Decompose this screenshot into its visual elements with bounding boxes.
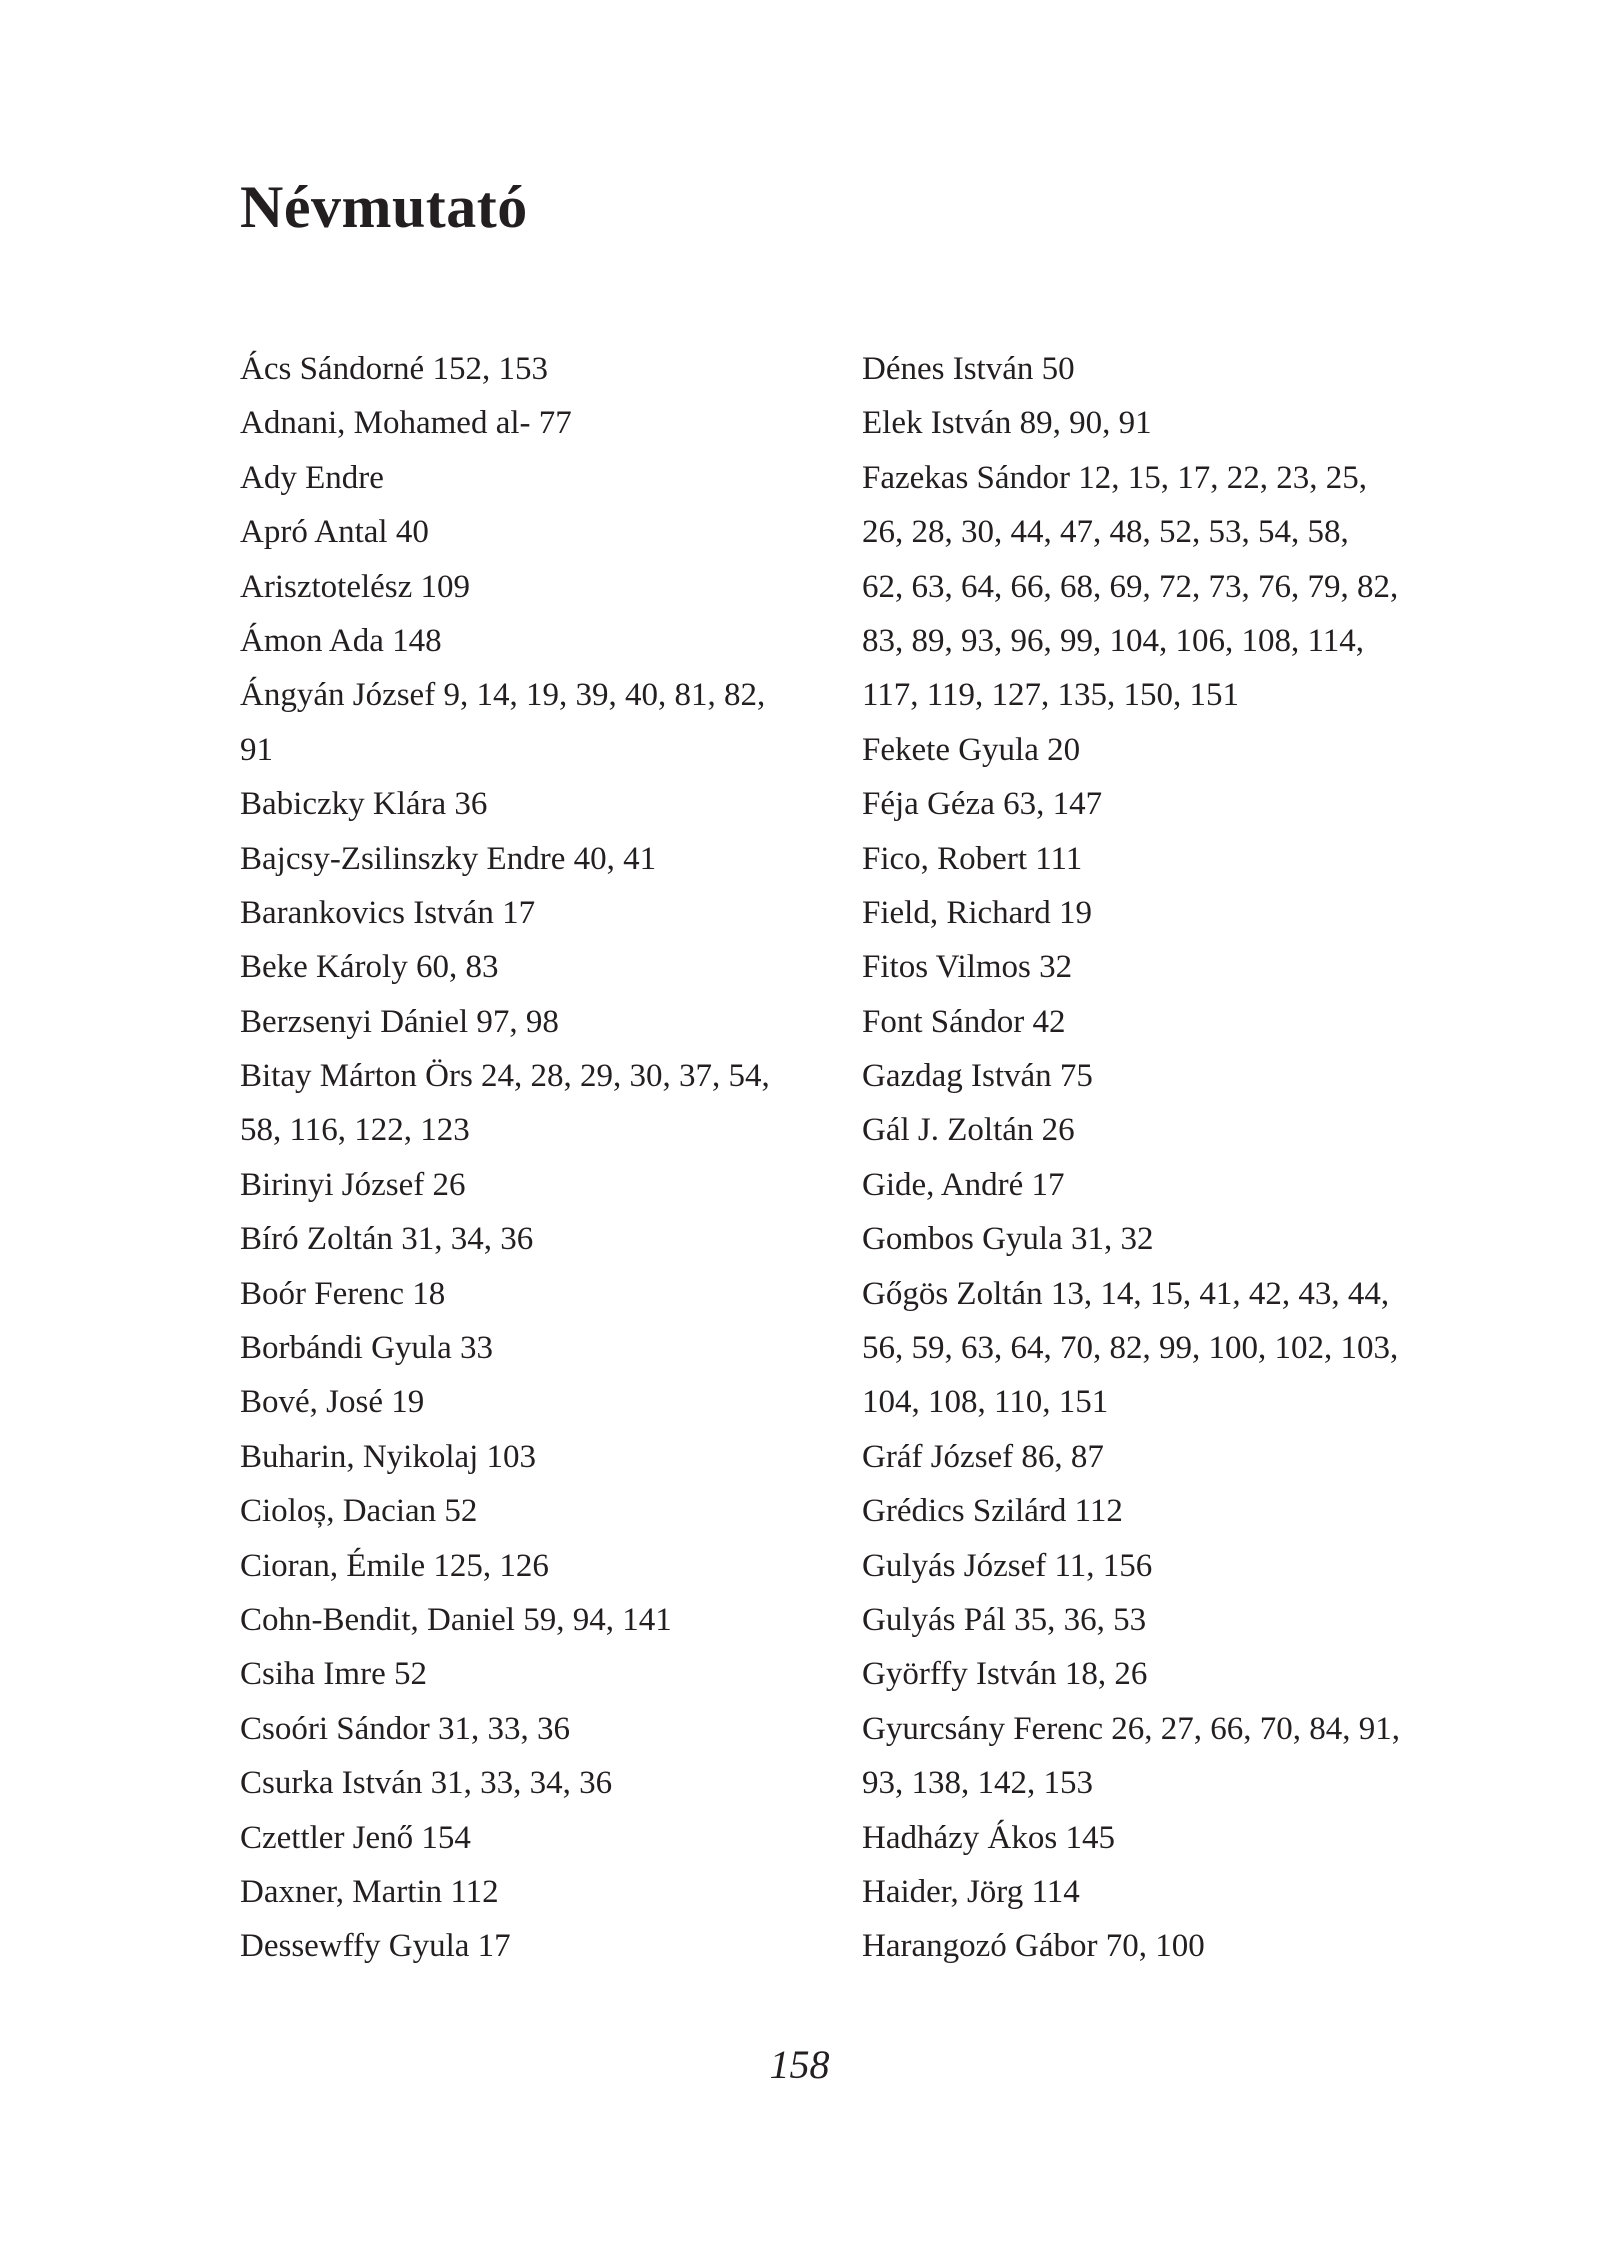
index-entry-continuation: 26, 28, 30, 44, 47, 48, 52, 53, 54, 58,	[862, 514, 1349, 551]
index-entry: Apró Antal 40	[240, 514, 429, 551]
index-entry-continuation: 93, 138, 142, 153	[862, 1765, 1093, 1802]
index-entry: Harangozó Gábor 70, 100	[862, 1928, 1205, 1965]
index-entry: Babiczky Klára 36	[240, 786, 488, 823]
index-entry: Györffy István 18, 26	[862, 1656, 1148, 1693]
page-title: Névmutató	[240, 174, 528, 240]
index-entry-continuation: 117, 119, 127, 135, 150, 151	[862, 677, 1240, 714]
index-entry: Gyurcsány Ferenc 26, 27, 66, 70, 84, 91,	[862, 1710, 1400, 1747]
index-entry: Gál J. Zoltán 26	[862, 1112, 1075, 1149]
index-entry: Fazekas Sándor 12, 15, 17, 22, 23, 25,	[862, 459, 1368, 496]
index-entry-continuation: 104, 108, 110, 151	[862, 1384, 1109, 1421]
index-entry: Buharin, Nyikolaj 103	[240, 1438, 537, 1475]
index-entry: Arisztotelész 109	[240, 568, 471, 605]
index-entry: Cohn-Bendit, Daniel 59, 94, 141	[240, 1601, 672, 1638]
index-entry-continuation: 58, 116, 122, 123	[240, 1112, 470, 1149]
index-entry: Féja Géza 63, 147	[862, 786, 1103, 823]
index-column-right	[862, 342, 1502, 1974]
index-entry: Czettler Jenő 154	[240, 1819, 471, 1856]
index-entry: Gulyás József 11, 156	[862, 1547, 1153, 1584]
index-entry-continuation: 83, 89, 93, 96, 99, 104, 106, 108, 114,	[862, 622, 1365, 659]
index-entry: Gombos Gyula 31, 32	[862, 1221, 1154, 1258]
index-entry: Dessewffy Gyula 17	[240, 1928, 511, 1965]
index-entry: Bajcsy-Zsilinszky Endre 40, 41	[240, 840, 657, 877]
index-entry: Elek István 89, 90, 91	[862, 405, 1152, 442]
index-entry: Barankovics István 17	[240, 894, 536, 931]
index-entry: Ángyán József 9, 14, 19, 39, 40, 81, 82,	[240, 677, 766, 714]
index-entry: Ámon Ada 148	[240, 622, 442, 659]
index-entry: Grédics Szilárd 112	[862, 1493, 1123, 1530]
index-entry: Haider, Jörg 114	[862, 1873, 1080, 1910]
index-entry: Bové, José 19	[240, 1384, 425, 1421]
index-entry: Ady Endre	[240, 459, 384, 496]
index-entry: Daxner, Martin 112	[240, 1873, 499, 1910]
index-entry: Csiha Imre 52	[240, 1656, 427, 1693]
index-entry: Beke Károly 60, 83	[240, 949, 499, 986]
index-entry: Cioran, Émile 125, 126	[240, 1547, 549, 1584]
index-entry: Font Sándor 42	[862, 1003, 1066, 1040]
index-entry: Dénes István 50	[862, 351, 1075, 387]
index-entry: Field, Richard 19	[862, 894, 1093, 931]
index-entry: Berzsenyi Dániel 97, 98	[240, 1003, 559, 1040]
index-entry: Fitos Vilmos 32	[862, 949, 1073, 986]
index-entry: Boór Ferenc 18	[240, 1275, 446, 1312]
index-entry: Bitay Márton Örs 24, 28, 29, 30, 37, 54,	[240, 1058, 770, 1095]
index-entry: Hadházy Ákos 145	[862, 1819, 1115, 1856]
index-entry: Bíró Zoltán 31, 34, 36	[240, 1221, 534, 1258]
index-entry: Gide, André 17	[862, 1166, 1065, 1203]
index-entry-continuation: 56, 59, 63, 64, 70, 82, 99, 100, 102, 103,	[862, 1330, 1399, 1367]
index-entry: Gulyás Pál 35, 36, 53	[862, 1601, 1147, 1638]
index-entry: Fekete Gyula 20	[862, 731, 1081, 768]
index-entry: Adnani, Mohamed al- 77	[240, 405, 572, 442]
index-entry: Ács Sándorné 152, 153	[240, 351, 548, 387]
index-entry: Csurka István 31, 33, 34, 36	[240, 1765, 613, 1802]
index-entry: Csoóri Sándor 31, 33, 36	[240, 1710, 570, 1747]
index-entry: Borbándi Gyula 33	[240, 1330, 493, 1367]
index-entry: Gazdag István 75	[862, 1058, 1093, 1095]
index-entry: Cioloș, Dacian 52	[240, 1493, 478, 1530]
index-entry: Birinyi József 26	[240, 1166, 466, 1203]
index-entry-continuation: 62, 63, 64, 66, 68, 69, 72, 73, 76, 79, 82,	[862, 568, 1399, 605]
index-entry-continuation: 91	[240, 731, 273, 768]
index-entry: Gőgös Zoltán 13, 14, 15, 41, 42, 43, 44,	[862, 1275, 1390, 1312]
page-number: 158	[769, 2042, 830, 2087]
index-entry: Fico, Robert 111	[862, 840, 1083, 877]
index-column-left	[240, 342, 880, 1974]
index-entry: Gráf József 86, 87	[862, 1438, 1104, 1475]
